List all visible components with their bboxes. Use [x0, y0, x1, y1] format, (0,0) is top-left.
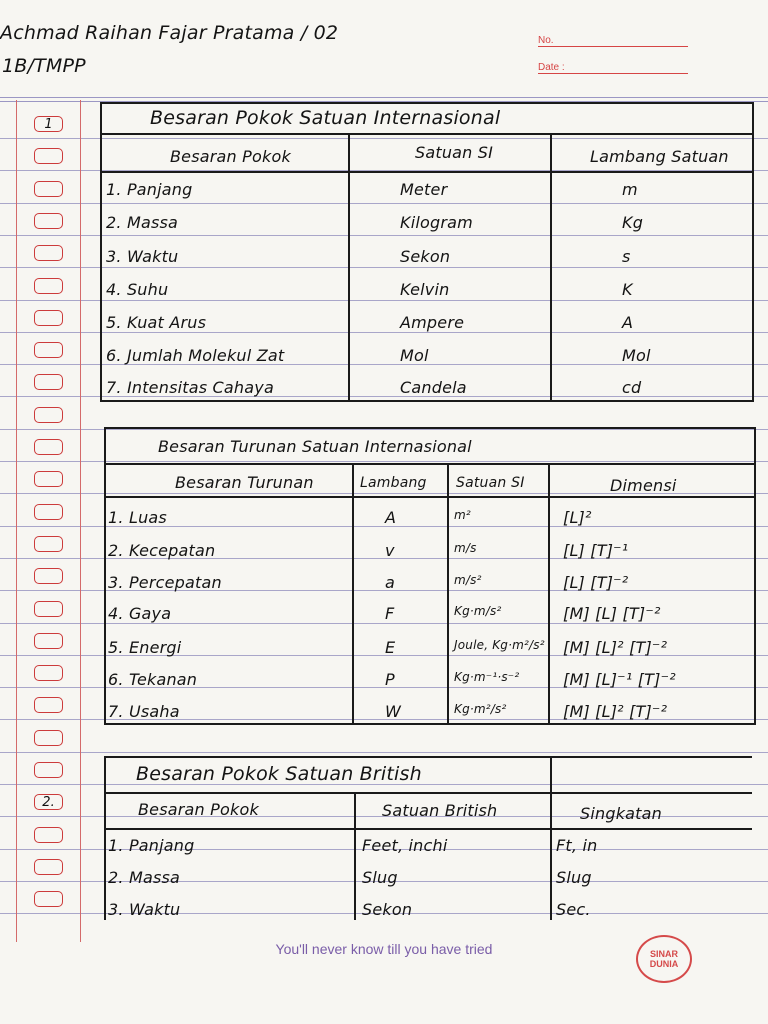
table1-header-unit: Satuan SI	[415, 143, 494, 162]
table3-col-divider-1	[354, 792, 356, 920]
table1-col-divider-2	[550, 133, 552, 402]
table1-header-quantity: Besaran Pokok	[170, 147, 291, 166]
table1-header-rule	[100, 171, 754, 173]
margin-box	[34, 536, 63, 552]
table1-cell: s	[622, 247, 631, 266]
header-separator	[0, 97, 768, 98]
table2-cell: [M] [L]⁻¹ [T]⁻²	[563, 670, 676, 689]
table2-cell: [M] [L] [T]⁻²	[563, 604, 661, 623]
table2-cell: [L]²	[563, 508, 592, 527]
table3-cell: 2. Massa	[108, 868, 181, 887]
table2-cell: 6. Tekanan	[108, 670, 198, 689]
table3-title-rule	[104, 792, 752, 794]
margin-box	[34, 245, 63, 261]
margin-box	[34, 439, 63, 455]
table2-header-rule	[104, 496, 756, 498]
table2-cell: m²	[454, 508, 471, 522]
table2-cell: F	[385, 604, 395, 623]
margin-box	[34, 730, 63, 746]
no-label: No.	[538, 35, 554, 46]
table2-header-symbol: Lambang	[360, 475, 427, 491]
student-class: 1B/TMPP	[2, 55, 86, 77]
table2-cell: 5. Energi	[108, 638, 182, 657]
table1-cell: 5. Kuat Arus	[106, 313, 207, 332]
table3-cell: 1. Panjang	[108, 836, 195, 855]
table1-cell: 7. Intensitas Cahaya	[106, 378, 274, 397]
margin-box: 2.	[34, 794, 63, 810]
table1-title: Besaran Pokok Satuan Internasional	[150, 107, 501, 129]
margin-box	[34, 568, 63, 584]
table2-cell: v	[385, 541, 395, 560]
table3-cell: Sekon	[362, 900, 413, 919]
table1-cell: m	[622, 180, 638, 199]
margin-line-left	[16, 100, 17, 942]
margin-box	[34, 859, 63, 875]
margin-box	[34, 891, 63, 907]
table1-cell: Mol	[400, 346, 429, 365]
table2-cell: Kg·m⁻¹·s⁻²	[454, 670, 520, 684]
table3-cell: 3. Waktu	[108, 900, 181, 919]
table1-title-rule	[100, 133, 754, 135]
table2-cell: 2. Kecepatan	[108, 541, 216, 560]
table3-col-divider-2	[550, 756, 552, 920]
margin-box	[34, 213, 63, 229]
table1-col-divider-1	[348, 133, 350, 402]
margin-box	[34, 827, 63, 843]
table1-cell: Kilogram	[400, 213, 473, 232]
table3-header-unit: Satuan British	[382, 801, 498, 820]
table2-cell: Kg·m/s²	[454, 604, 502, 618]
table2-cell: 7. Usaha	[108, 702, 180, 721]
table2-col-divider-3	[548, 463, 550, 725]
table1-cell: 6. Jumlah Molekul Zat	[106, 346, 285, 365]
table1-cell: 1. Panjang	[106, 180, 193, 199]
stamp-line-1: SINAR	[649, 949, 678, 959]
table1-cell: 3. Waktu	[106, 247, 179, 266]
date-label: Date :	[538, 62, 565, 73]
table2-header-unit: Satuan SI	[456, 475, 525, 491]
table1-cell: Meter	[400, 180, 448, 199]
margin-box	[34, 665, 63, 681]
table2-cell: P	[385, 670, 395, 689]
table2-cell: Kg·m²/s²	[454, 702, 507, 716]
table2-cell: a	[385, 573, 396, 592]
margin-box	[34, 471, 63, 487]
table3-top-rule-right	[552, 756, 752, 758]
table2-cell: [L] [T]⁻²	[563, 573, 629, 592]
table2-title: Besaran Turunan Satuan Internasional	[158, 437, 472, 456]
table1-cell: cd	[622, 378, 642, 397]
table2-cell: Joule, Kg·m²/s²	[454, 638, 545, 652]
table2-header-dimension: Dimensi	[610, 476, 677, 495]
table2-cell: m/s	[454, 541, 477, 555]
table3-cell: Slug	[362, 868, 398, 887]
margin-box	[34, 762, 63, 778]
table1-cell: Mol	[622, 346, 651, 365]
margin-box	[34, 181, 63, 197]
table2-cell: W	[385, 702, 402, 721]
footer-motto: You'll never know till you have tried	[275, 941, 493, 957]
table3-header-abbrev: Singkatan	[580, 804, 662, 823]
margin-line-right	[80, 100, 81, 942]
table2-cell: [L] [T]⁻¹	[563, 541, 629, 560]
table2-cell: m/s²	[454, 573, 482, 587]
margin-box	[34, 310, 63, 326]
table3-header-rule	[104, 828, 752, 830]
table1-cell: Sekon	[400, 247, 451, 266]
table3-header-quantity: Besaran Pokok	[138, 800, 259, 819]
table2-cell: [M] [L]² [T]⁻²	[563, 702, 668, 721]
table1-cell: Candela	[400, 378, 467, 397]
no-line	[538, 46, 688, 47]
table2-col-divider-1	[352, 463, 354, 725]
table1-cell: Kg	[622, 213, 644, 232]
table3-title: Besaran Pokok Satuan British	[136, 763, 422, 785]
table2-title-rule	[104, 463, 756, 465]
stamp-line-2: DUNIA	[649, 959, 679, 969]
table2-cell: A	[385, 508, 397, 527]
margin-box	[34, 342, 63, 358]
table2-cell: 1. Luas	[108, 508, 167, 527]
margin-box	[34, 504, 63, 520]
margin-box	[34, 601, 63, 617]
table3-cell: Slug	[556, 868, 592, 887]
student-name: Achmad Raihan Fajar Pratama / 02	[0, 22, 339, 44]
table1-cell: A	[622, 313, 634, 332]
table2-col-divider-2	[447, 463, 449, 725]
table3-cell: Feet, inchi	[362, 836, 448, 855]
table3-left-border	[104, 756, 106, 920]
brand-stamp-logo	[636, 935, 692, 983]
margin-box	[34, 697, 63, 713]
table1-header-symbol: Lambang Satuan	[590, 147, 729, 166]
table2-cell: 3. Percepatan	[108, 573, 222, 592]
margin-box: 1	[34, 116, 63, 132]
margin-box	[34, 148, 63, 164]
table2-cell: [M] [L]² [T]⁻²	[563, 638, 668, 657]
table2-header-quantity: Besaran Turunan	[175, 473, 314, 492]
table3-cell: Ft, in	[556, 836, 598, 855]
date-line	[538, 73, 688, 74]
table1-cell: Kelvin	[400, 280, 450, 299]
table2-cell: 4. Gaya	[108, 604, 172, 623]
table1-cell: 4. Suhu	[106, 280, 169, 299]
margin-box	[34, 278, 63, 294]
table1-cell: Ampere	[400, 313, 465, 332]
table1-cell: 2. Massa	[106, 213, 179, 232]
table3-cell: Sec.	[556, 900, 591, 919]
margin-box	[34, 407, 63, 423]
margin-box	[34, 633, 63, 649]
table2-cell: E	[385, 638, 396, 657]
table3-top-rule	[104, 756, 552, 758]
table1-cell: K	[622, 280, 633, 299]
margin-box	[34, 374, 63, 390]
ruled-line	[0, 752, 768, 753]
